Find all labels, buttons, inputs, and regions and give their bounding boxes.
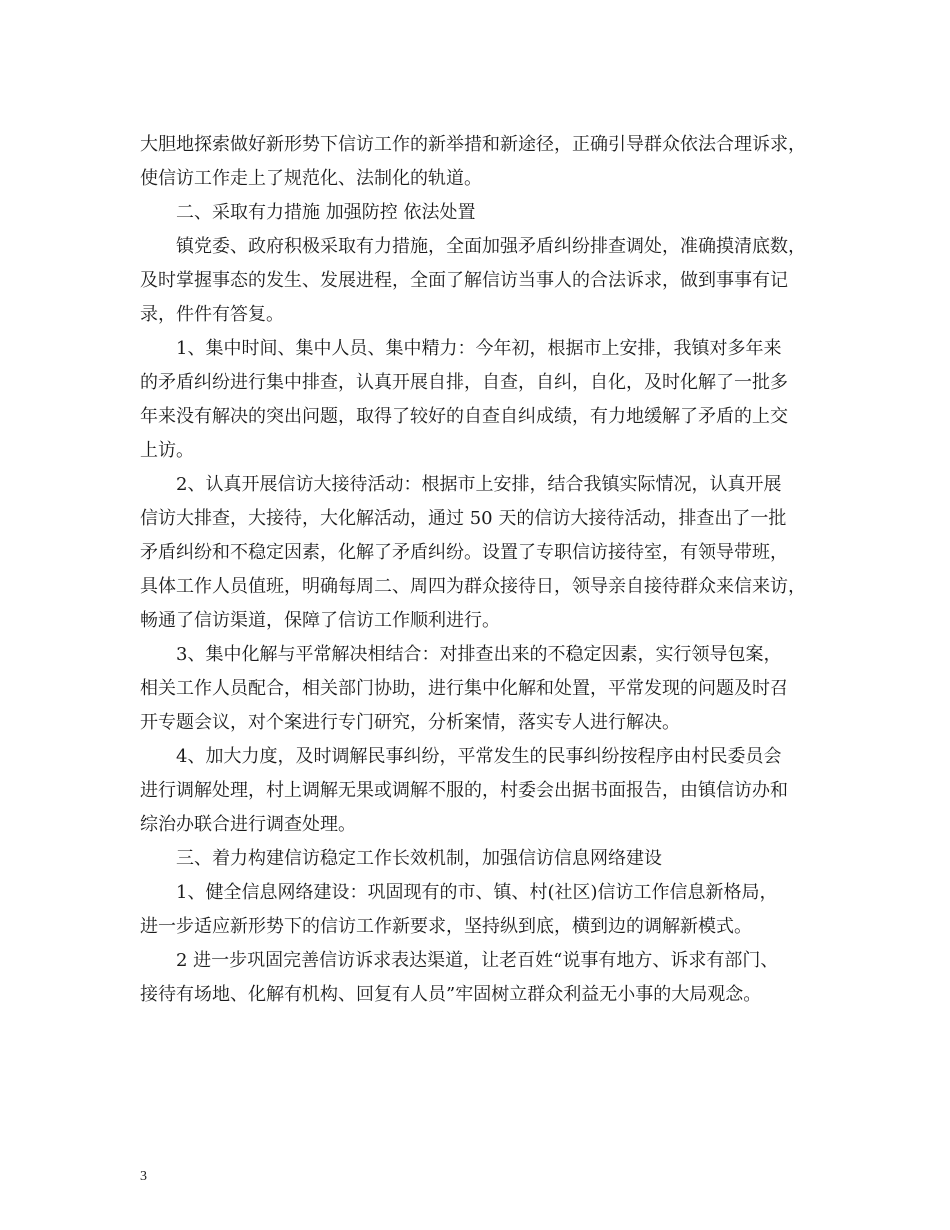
paragraph-first-line: 2 进一步巩固完善信访诉求表达渠道，让老百姓“说事有地方、诉求有部门、 [176,950,779,971]
text-line: 相关工作人员配合，相关部门协助，进行集中化解和处置，平常发现的问题及时召 [140,678,788,699]
page-number: 3 [140,1169,147,1184]
text-line: 信访大排查，大接待，大化解活动，通过 50 天的信访大接待活动，排查出了一批 [140,508,787,529]
paragraph-first-line: 4、加大力度，及时调解民事纠纷，平常发生的民事纠纷按程序由村民委员会 [176,746,782,767]
text-line: 年来没有解决的突出问题，取得了较好的自查自纠成绩，有力地缓解了矛盾的上交 [140,406,788,427]
text-line: 开专题会议，对个案进行专门研究，分析案情，落实专人进行解决。 [140,712,680,733]
text-line: 及时掌握事态的发生、发展进程，全面了解信访当事人的合法诉求，做到事事有记 [140,270,788,291]
paragraph-first-line: 1、集中时间、集中人员、集中精力：今年初，根据市上安排，我镇对多年来 [176,338,782,359]
text-line: 具体工作人员值班，明确每周二、周四为群众接待日，领导亲自接待群众来信来访， [140,576,806,597]
text-line: 进一步适应新形势下的信访工作新要求，坚持纵到底，横到边的调解新模式。 [140,916,752,937]
text-line: 畅通了信访渠道，保障了信访工作顺利进行。 [140,610,500,631]
text-line: 进行调解处理，村上调解无果或调解不服的，村委会出据书面报告，由镇信访办和 [140,780,788,801]
paragraph-first-line: 三、着力构建信访稳定工作长效机制，加强信访信息网络建设 [176,848,662,869]
paragraph-first-line: 二、采取有力措施 加强防控 依法处置 [176,202,476,223]
document-body [140,128,830,1012]
text-line: 大胆地探索做好新形势下信访工作的新举措和新途径，正确引导群众依法合理诉求， [140,134,806,155]
text-line: 使信访工作走上了规范化、法制化的轨道。 [140,168,482,189]
text-line: 矛盾纠纷和不稳定因素，化解了矛盾纠纷。设置了专职信访接待室，有领导带班， [140,542,788,563]
text-line: 上访。 [140,440,194,461]
paragraph-first-line: 1、健全信息网络建设：巩固现有的市、镇、村(社区)信访工作信息新格局， [176,882,778,903]
text-line: 接待有场地、化解有机构、回复有人员”牢固树立群众利益无小事的大局观念。 [140,984,762,1005]
paragraph-first-line: 2、认真开展信访大接待活动：根据市上安排，结合我镇实际情况，认真开展 [176,474,782,495]
text-line: 综治办联合进行调查处理。 [140,814,356,835]
paragraph-first-line: 3、集中化解与平常解决相结合：对排查出来的不稳定因素，实行领导包案， [176,644,782,665]
text-line: 的矛盾纠纷进行集中排查，认真开展自排，自查，自纠，自化，及时化解了一批多 [140,372,788,393]
text-line: 录，件件有答复。 [140,304,284,325]
paragraph-first-line: 镇党委、政府积极采取有力措施，全面加强矛盾纠纷排查调处，准确摸清底数， [176,236,806,257]
